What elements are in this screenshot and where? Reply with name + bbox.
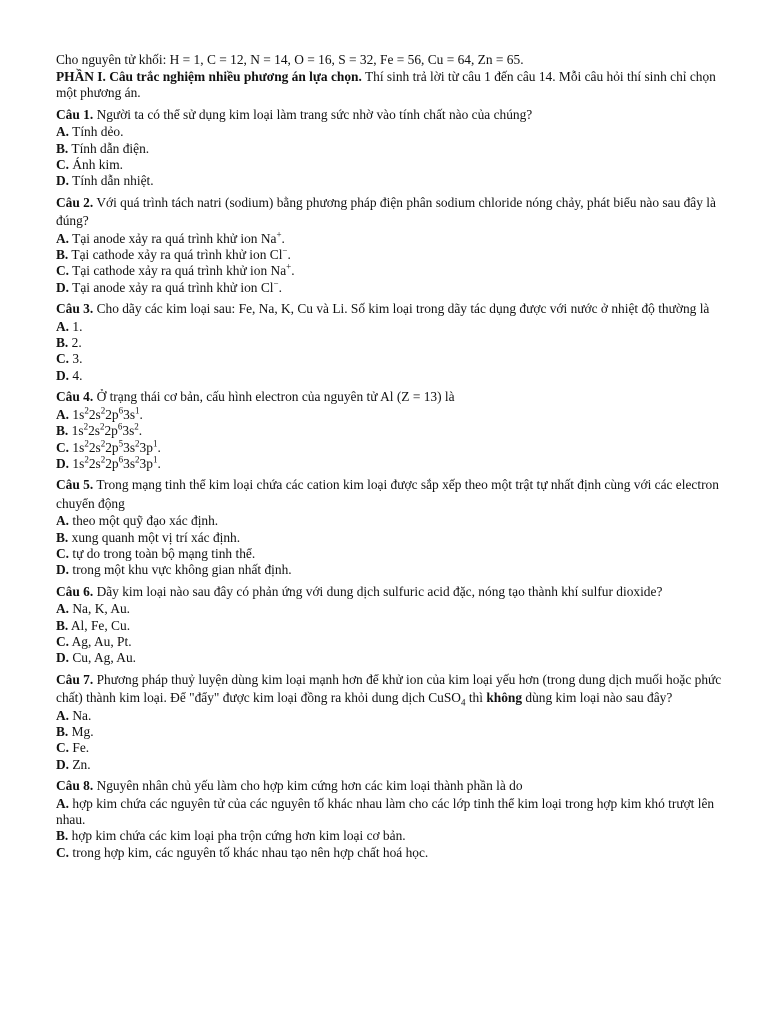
option-text: 1.	[69, 318, 83, 334]
option-b	[56, 828, 738, 844]
option-text: Tính dẫn nhiệt.	[69, 173, 154, 189]
option-text: Mg.	[68, 724, 94, 739]
option-text: theo một quỹ đạo xác định.	[69, 513, 219, 529]
option-letter: A.	[56, 795, 70, 811]
orbital: 3p	[139, 439, 153, 455]
option-text: Ánh kim.	[69, 157, 123, 172]
orbital: 1s	[72, 406, 85, 422]
option-letter: D.	[56, 279, 70, 295]
orbital: 2s	[88, 455, 101, 471]
option-b	[56, 618, 738, 634]
option-letter: C.	[56, 439, 70, 455]
option-text: trong một khu vực không gian nhất định.	[69, 562, 292, 578]
option-c	[56, 740, 738, 756]
option-text: Fe.	[69, 740, 90, 756]
question-label: Câu 5.	[56, 477, 94, 493]
electron-count: 1	[152, 454, 158, 465]
electron-count: 2	[100, 454, 106, 465]
option-d	[56, 368, 738, 384]
option-letter: B.	[56, 529, 69, 545]
option-letter: D.	[56, 650, 70, 666]
option-letter: C.	[56, 351, 70, 367]
option-text: Tính dẫn điện.	[68, 140, 150, 156]
option-a	[56, 708, 738, 724]
question-label: Câu 8.	[56, 778, 94, 794]
option-letter: C.	[56, 545, 70, 561]
electron-count: 1	[152, 438, 158, 449]
option-text: tự do trong toàn bộ mạng tinh thể.	[69, 545, 256, 561]
ion-charge: −	[273, 278, 279, 289]
electron-count: 6	[117, 421, 123, 432]
option-c	[56, 351, 738, 367]
part-one-heading	[56, 69, 738, 102]
option-letter: B.	[56, 617, 69, 633]
electron-count: 6	[118, 454, 124, 465]
option-c	[56, 263, 738, 279]
option-tail: .	[291, 263, 295, 279]
question-label: Câu 1.	[56, 106, 94, 122]
electron-count: 1	[135, 405, 140, 416]
option-text: Na.	[69, 707, 92, 723]
part-instructions: Thí sinh trả lời từ câu 1 đến câu 14. Mỗi câu hỏi thí sinh chỉ chọn một phương án.	[56, 68, 716, 101]
option-letter: B.	[56, 247, 69, 263]
option-text: hợp kim chứa các kim loại pha trộn cứng hơn kim loại cơ bản.	[68, 828, 406, 844]
option-text: Zn.	[69, 756, 91, 772]
electron-count: 2	[84, 438, 89, 449]
option-text: Tại cathode xảy ra quá trình khử ion Na	[69, 263, 287, 279]
option-c	[56, 546, 738, 562]
option-text: Tính dẻo.	[69, 124, 124, 140]
orbital: 1s	[71, 423, 84, 439]
question-text: thì	[465, 690, 487, 706]
question-emphasis: không	[486, 690, 523, 706]
part-title: PHẦN I. Câu trắc nghiệm nhiều phương án lựa chọn.	[56, 68, 362, 84]
option-letter: A.	[56, 513, 70, 529]
option-text: trong hợp kim, các nguyên tố khác nhau tạo nên hợp chất hoá học.	[69, 844, 429, 860]
question-3	[56, 300, 738, 384]
question-text: Trong mạng tinh thể kim loại chứa các cation kim loại được sắp xếp theo một trật tự nhất định cùng với các electron chuyển động	[56, 477, 719, 511]
formula-subscript: 4	[460, 697, 466, 708]
question-text: Cho dãy các kim loại sau: Fe, Na, K, Cu và Li. Số kim loại trong dãy tác dụng được với nước ở nhiệt độ thường là	[93, 301, 710, 317]
question-text: Với quá trình tách natri (sodium) bằng phương pháp điện phân sodium chloride nóng chảy, phát biểu nào sau đây là đúng?	[56, 194, 716, 229]
option-text: hợp kim chứa các nguyên tử của các nguyên tố khác nhau làm cho các lớp tinh thể kim loại trong hợp kim khó trượt lên nhau.	[56, 795, 715, 828]
option-d	[56, 280, 738, 296]
option-tail: .	[281, 230, 285, 246]
option-c	[56, 634, 738, 650]
question-stem	[56, 583, 738, 601]
option-letter: B.	[56, 423, 69, 439]
question-label: Câu 3.	[56, 301, 94, 317]
option-d	[56, 562, 738, 578]
electron-count: 2	[84, 454, 89, 465]
electron-count: 2	[83, 421, 89, 432]
option-text: Tại anode xảy ra quá trình khử ion Na	[69, 230, 277, 246]
question-label: Câu 4.	[56, 389, 94, 405]
option-text: Tại anode xảy ra quá trình khử ion Cl	[69, 279, 274, 295]
atomic-masses-line: Cho nguyên tử khối: H = 1, C = 12, N = 14, O = 16, S = 32, Fe = 56, Cu = 64, Zn = 65.	[56, 52, 524, 67]
question-6	[56, 583, 738, 667]
orbital: 3p	[139, 455, 153, 471]
question-stem	[56, 300, 738, 318]
orbital: 2p	[105, 406, 119, 422]
option-letter: C.	[56, 740, 70, 756]
question-text: Phương pháp thuỷ luyện dùng kim loại mạnh hơn để khử ion của kim loại yếu hơn (trong dung dịch muối hoặc phức chất) thành kim loại. Để "đẩy" được kim loại đồng ra khỏi dung dịch CuSO	[56, 671, 722, 706]
option-text: Cu, Ag, Au.	[69, 650, 136, 666]
question-text: Nguyên nhân chủ yếu làm cho hợp kim cứng hơn các kim loại thành phần là do	[93, 778, 523, 794]
option-c: C. $1s^22s^22p^53s^23p^1$.	[56, 438, 161, 455]
electron-count: 2	[84, 405, 89, 416]
option-letter: B.	[56, 335, 69, 351]
option-text: 4.	[69, 367, 83, 383]
electron-count: 2	[135, 438, 140, 449]
orbital: 3s	[123, 406, 136, 422]
question-stem	[56, 671, 738, 708]
option-letter: A.	[56, 707, 70, 723]
option-letter: A.	[56, 406, 70, 422]
option-letter: D.	[56, 562, 70, 578]
question-label: Câu 7.	[56, 671, 94, 687]
orbital: 3s	[122, 423, 135, 439]
option-letter: D.	[56, 173, 70, 189]
question-stem	[56, 476, 738, 513]
electron-count: 2	[100, 438, 106, 449]
option-c	[56, 157, 738, 173]
question-stem	[56, 777, 738, 795]
option-text: 2.	[68, 335, 82, 351]
option-a	[56, 124, 738, 140]
question-text: Dãy kim loại nào sau đây có phản ứng với dung dịch sulfuric acid đặc, nóng tạo thành khí sulfur dioxide?	[93, 583, 663, 599]
option-letter: C.	[56, 844, 70, 860]
option-b	[56, 247, 738, 263]
option-text: xung quanh một vị trí xác định.	[68, 529, 241, 545]
electron-count: 6	[118, 405, 124, 416]
electron-count: 2	[135, 454, 140, 465]
orbital: 1s	[72, 455, 85, 471]
orbital: 2p	[105, 455, 119, 471]
option-letter: A.	[56, 318, 70, 334]
electron-count: 2	[100, 405, 106, 416]
option-text: Tại cathode xảy ra quá trình khử ion Cl	[68, 247, 283, 263]
question-5	[56, 476, 738, 578]
question-7	[56, 671, 738, 773]
option-text: Al, Fe, Cu.	[68, 617, 131, 633]
electron-count: 2	[134, 421, 139, 432]
option-letter: A.	[56, 124, 70, 140]
option-letter: B.	[56, 724, 69, 739]
orbital: 2s	[88, 423, 100, 439]
orbital: 3s	[123, 439, 136, 455]
question-text: dùng kim loại nào sau đây?	[522, 690, 673, 706]
ion-charge: +	[286, 261, 292, 272]
option-letter: B.	[56, 828, 69, 844]
option-letter: D.	[56, 455, 70, 471]
option-text: 3.	[69, 351, 83, 367]
option-d	[56, 757, 738, 773]
option-d	[56, 650, 738, 666]
orbital: 2s	[88, 406, 101, 422]
option-b	[56, 724, 738, 740]
orbital: 2p	[104, 423, 118, 439]
electron-count: 2	[99, 421, 105, 432]
option-letter: C.	[56, 633, 70, 649]
orbital: 1s	[72, 439, 85, 455]
question-4	[56, 388, 738, 472]
option-letter: A.	[56, 230, 70, 246]
option-d	[56, 173, 738, 189]
ion-charge: +	[276, 229, 282, 240]
option-a	[56, 513, 738, 529]
option-b	[56, 530, 738, 546]
option-text: Ag, Au, Pt.	[69, 633, 132, 649]
question-8	[56, 777, 738, 861]
option-text: Na, K, Au.	[69, 601, 131, 617]
option-c	[56, 845, 738, 861]
option-letter: D.	[56, 367, 70, 383]
option-a	[56, 231, 738, 247]
option-b: B. $1s^22s^22p^63s^2$.	[56, 421, 143, 439]
question-stem	[56, 106, 738, 124]
question-stem	[56, 388, 738, 406]
option-a: A. $1s^22s^22p^63s^1$.	[56, 405, 143, 422]
option-letter: C.	[56, 157, 70, 172]
question-text: Người ta có thể sử dụng kim loại làm trang sức nhờ vào tính chất nào của chúng?	[93, 106, 533, 122]
option-d: D. $1s^22s^22p^63s^23p^1$.	[56, 454, 161, 471]
option-letter: C.	[56, 263, 70, 279]
question-2	[56, 194, 738, 296]
option-b	[56, 335, 738, 351]
orbital: 3s	[123, 455, 136, 471]
option-a	[56, 796, 738, 829]
question-1	[56, 106, 738, 190]
option-a	[56, 601, 738, 617]
option-tail: .	[287, 247, 291, 263]
option-letter: D.	[56, 756, 70, 772]
option-b	[56, 141, 738, 157]
option-tail: .	[278, 279, 282, 295]
option-a	[56, 319, 738, 335]
question-label: Câu 6.	[56, 583, 94, 599]
ion-charge: −	[282, 245, 288, 256]
option-letter: B.	[56, 140, 69, 156]
orbital: 2p	[105, 439, 119, 455]
question-stem	[56, 194, 738, 231]
electron-count: 5	[118, 438, 124, 449]
option-letter: A.	[56, 601, 70, 617]
orbital: 2s	[88, 439, 101, 455]
question-label: Câu 2.	[56, 194, 94, 210]
question-text: Ở trạng thái cơ bản, cấu hình electron của nguyên tử Al (Z = 13) là	[93, 389, 455, 405]
